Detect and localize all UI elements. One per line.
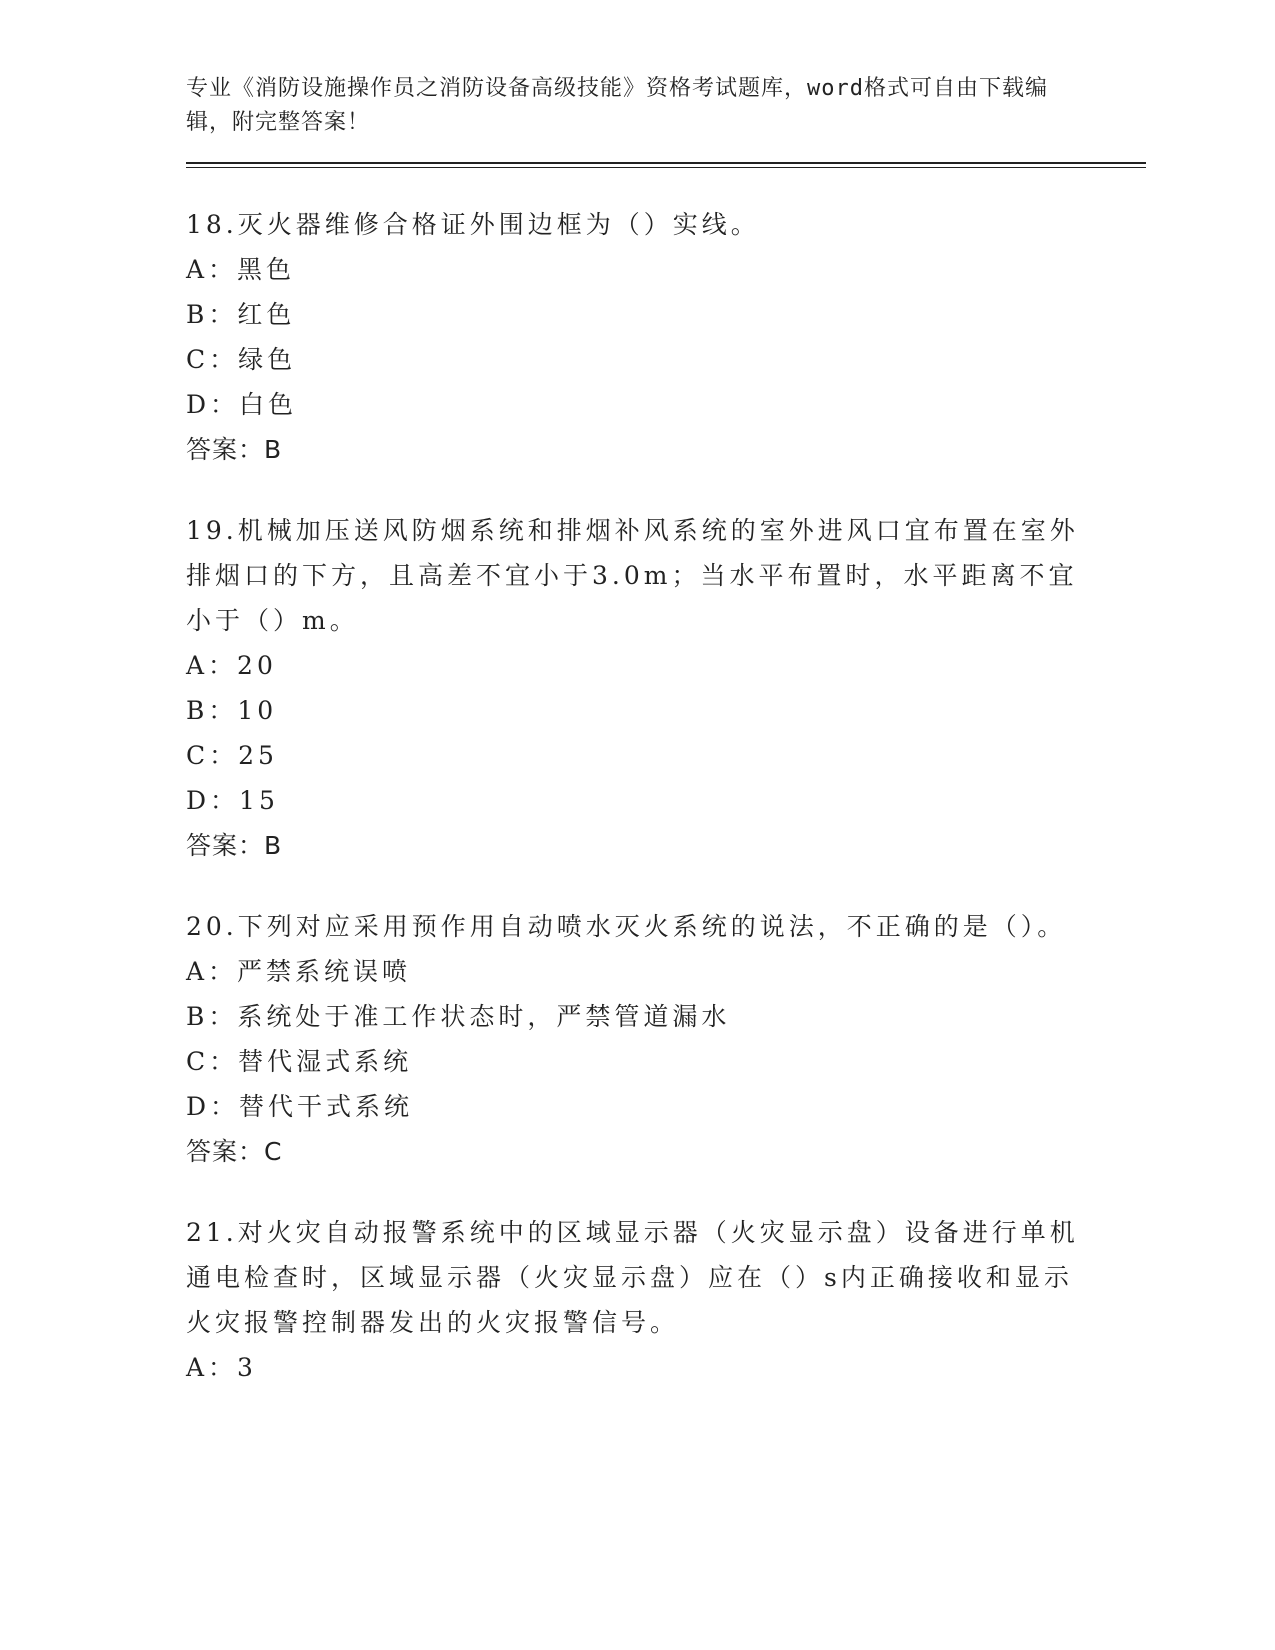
option-c: C：25 (186, 741, 278, 770)
question-21 (186, 1210, 1146, 1390)
option-b: B：红色 (186, 300, 296, 329)
document-page (186, 72, 1146, 1426)
option-a: A：20 (186, 651, 277, 680)
question-20 (186, 904, 1146, 1174)
answer-line: 答案：B (186, 831, 283, 860)
option-a: A：3 (186, 1353, 257, 1382)
question-text: 21.对火灾自动报警系统中的区域显示器（火灾显示盘）设备进行单机通电检查时，区域显示器（火灾显示盘）应在（）s内正确接收和显示火灾报警控制器发出的火灾报警信号。 (186, 1218, 1079, 1337)
question-19 (186, 508, 1146, 868)
option-a: A：黑色 (186, 255, 296, 284)
option-d: D：替代干式系统 (186, 1092, 414, 1121)
question-18 (186, 202, 1146, 472)
header-divider-inner (186, 167, 1146, 168)
option-d: D：白色 (186, 390, 298, 419)
option-b: B：10 (186, 696, 278, 725)
header-divider (186, 162, 1146, 168)
option-b: B：系统处于准工作状态时，严禁管道漏水 (186, 1002, 731, 1031)
question-text: 19.机械加压送风防烟系统和排烟补风系统的室外进风口宜布置在室外排烟口的下方，且高差不宜小于3.0m；当水平布置时，水平距离不宜小于（）m。 (186, 516, 1079, 635)
option-c: C：绿色 (186, 345, 297, 374)
answer-line: 答案：C (186, 1137, 283, 1166)
option-d: D：15 (186, 786, 279, 815)
question-text: 18.灭火器维修合格证外围边框为（）实线。 (186, 210, 760, 239)
question-list (186, 202, 1146, 1390)
option-a: A：严禁系统误喷 (186, 957, 412, 986)
question-text: 20.下列对应采用预作用自动喷水灭火系统的说法，不正确的是（）。 (186, 912, 1067, 941)
document-header: 专业《消防设施操作员之消防设备高级技能》资格考试题库，word格式可自由下载编辑，附完整答案！ (186, 76, 1048, 135)
option-c: C：替代湿式系统 (186, 1047, 413, 1076)
answer-line: 答案：B (186, 435, 283, 464)
